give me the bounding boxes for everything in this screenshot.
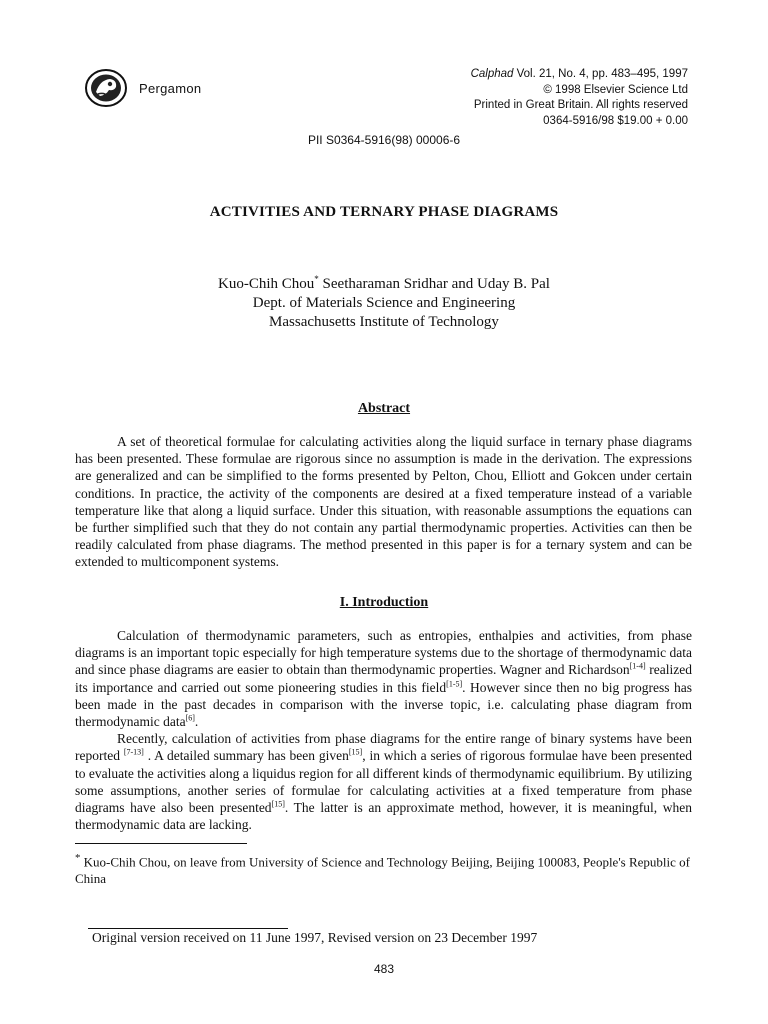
citation-ref: [15] bbox=[348, 747, 363, 757]
citation-ref: [1-5] bbox=[446, 679, 463, 689]
page-number: 483 bbox=[373, 962, 395, 976]
text-run: , in which a series of rigorous formulae have been presented to evaluate the activities along a liquidus region for all different kinds of thermodynamic equilibrium. By utilizing some assumptions, another series of formulae for calculating activities at a fixed temperature from phase diagrams have also been presented bbox=[75, 748, 693, 816]
author-institution: Massachusetts Institute of Technology bbox=[269, 314, 499, 330]
copyright-line: © 1998 Elsevier Science Ltd bbox=[543, 83, 688, 96]
journal-name: Calphad bbox=[470, 68, 514, 80]
journal-citation-line bbox=[471, 67, 688, 83]
dates-divider bbox=[88, 928, 288, 929]
author-line bbox=[0, 270, 768, 294]
citation-ref: [1-4] bbox=[629, 661, 646, 671]
text-run: . The latter is an approximate method, however, it is meaningful, when thermodynamic data are lacking. bbox=[75, 800, 692, 833]
citation-ref: [7-13] bbox=[123, 747, 144, 757]
footnote-mark: * bbox=[75, 852, 81, 864]
author-footnote-mark: * bbox=[314, 274, 319, 284]
text-run: realized its importance and carried out some pioneering studies in this field bbox=[75, 662, 692, 695]
author-footnote bbox=[75, 850, 692, 887]
footnote-divider bbox=[75, 843, 247, 844]
journal-info bbox=[471, 67, 688, 129]
author-block bbox=[0, 270, 768, 332]
paper-title: ACTIVITIES AND TERNARY PHASE DIAGRAMS bbox=[209, 204, 559, 220]
journal-citation: Vol. 21, No. 4, pp. 483–495, 1997 bbox=[516, 68, 688, 80]
publisher-name: Pergamon bbox=[139, 81, 202, 96]
intro-paragraph-1 bbox=[75, 627, 692, 730]
author-department: Dept. of Materials Science and Engineering bbox=[252, 295, 516, 311]
citation-ref: [15] bbox=[271, 799, 285, 809]
abstract-paragraph: A set of theoretical formulae for calculating activities along the liquid surface in ternary phase diagrams has been presented. These formulae are rigorous since no assumption is made in the derivation. The expressions are generalized and can be simplified to the forms presented by Pelton, Chou, Elliott and Gokcen under certain conditions. In practice, the activity of the components are desired at a fixed temperature instead of a variable temperature like that along a liquid surface. Under this situation, with reasonable assumptions the equations can be further simplified such that they do not contain any partial thermodynamic properties. Activities can then be readily calculated from phase diagrams. The method presented in this paper is for a ternary system and can be extended to multicomponent systems. bbox=[75, 434, 692, 570]
introduction-heading: I. Introduction bbox=[339, 595, 429, 610]
text-run: . However since then no big progress has been made in the past decades in comparison with the inverse topic, i.e. calculating phase diagram from thermodynamic data bbox=[75, 679, 692, 730]
co-author-names: Seetharaman Sridhar and Uday B. Pal bbox=[318, 276, 550, 292]
text-run: Recently, calculation of activities from phase diagrams for the entire range of binary systems have been reported bbox=[75, 731, 692, 764]
text-run: Calculation of thermodynamic parameters, such as entropies, enthalpies and activities, from phase diagrams is an important topic especially for high temperature systems due to the shortage of thermodynamic data and since phase diagrams are easier to obtain than thermodynamic properties. Wagner and Richardson bbox=[75, 628, 692, 678]
abstract-heading: Abstract bbox=[357, 401, 411, 416]
pii-identifier: PII S0364-5916(98) 00006-6 bbox=[307, 133, 461, 147]
footnote-text: Kuo-Chih Chou, on leave from University of Science and Technology Beijing, Beijing 100083, People's Republic of China bbox=[75, 854, 690, 887]
pergamon-logo-icon bbox=[84, 68, 128, 108]
rights-line: Printed in Great Britain. All rights reserved bbox=[473, 99, 688, 111]
citation-ref: [6] bbox=[185, 713, 195, 723]
introduction-text bbox=[75, 627, 692, 833]
author-name: Kuo-Chih Chou bbox=[218, 276, 315, 292]
intro-paragraph-2 bbox=[75, 730, 692, 833]
received-dates: Original version received on 11 June 1997, Revised version on 23 December 1997 bbox=[92, 930, 538, 945]
text-run: . bbox=[194, 714, 199, 730]
text-run: . A detailed summary has been given bbox=[143, 748, 349, 764]
abstract-text bbox=[75, 433, 692, 571]
issn-price-line: 0364-5916/98 $19.00 + 0.00 bbox=[543, 114, 688, 127]
